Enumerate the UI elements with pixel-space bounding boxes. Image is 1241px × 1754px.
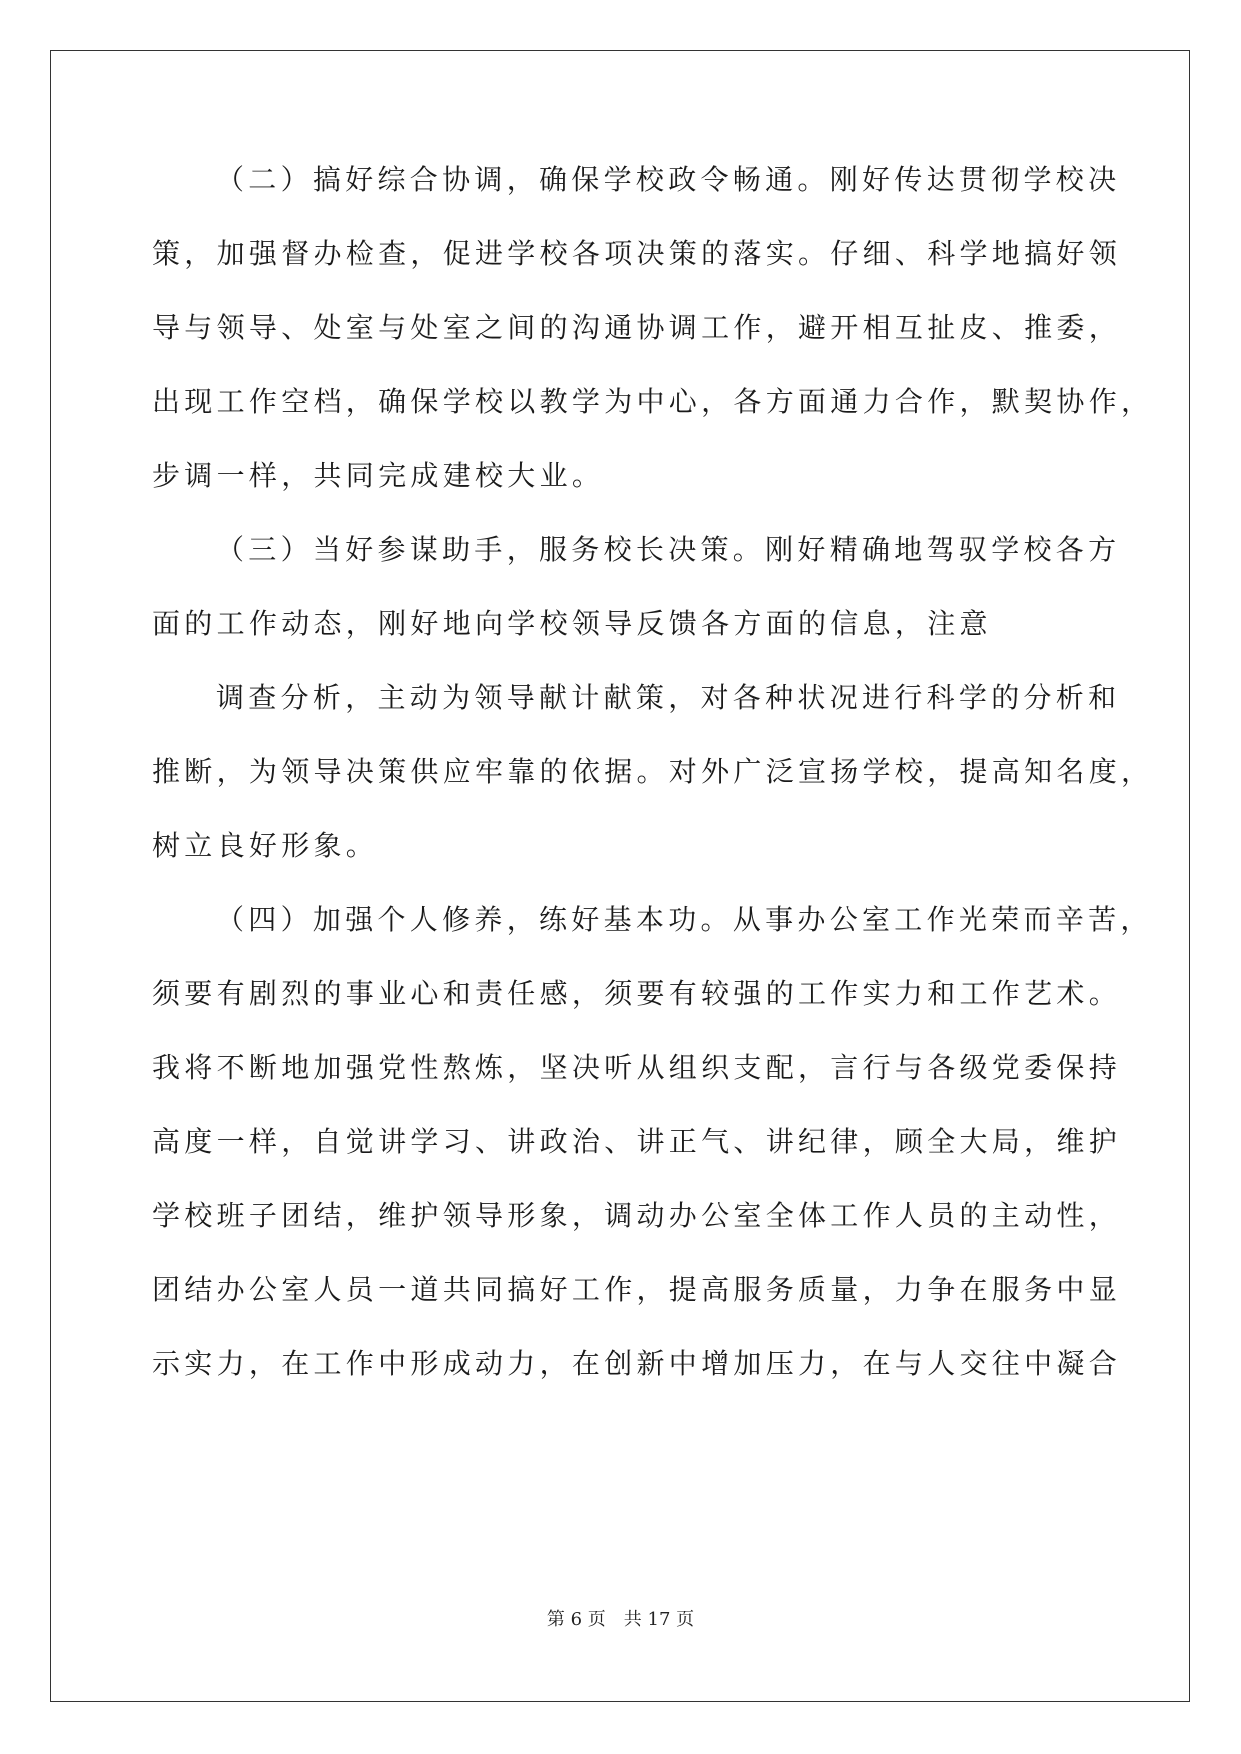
text-line: 学校班子团结，维护领导形象，调动办公室全体工作人员的主动性， — [152, 1199, 1122, 1232]
page-border — [50, 50, 1190, 1702]
page-number-footer: 第 6 页 共 17 页 — [546, 1609, 695, 1630]
text-line: 推断，为领导决策供应牢靠的依据。对外广泛宣扬学校，提高知名度， — [152, 755, 1154, 788]
text-line: 须要有剧烈的事业心和责任感，须要有较强的工作实力和工作艺术。 — [152, 977, 1122, 1010]
text-line: 高度一样，自觉讲学习、讲政治、讲正气、讲纪律，顾全大局，维护 — [152, 1125, 1122, 1158]
text-line: （四）加强个人修养，练好基本功。从事办公室工作光荣而辛苦， — [216, 903, 1153, 936]
text-line: 树立良好形象。 — [152, 829, 379, 862]
text-line: 团结办公室人员一道共同搞好工作，提高服务质量，力争在服务中显 — [152, 1273, 1122, 1306]
text-line: （二）搞好综合协调，确保学校政令畅通。刚好传达贯彻学校决 — [216, 163, 1121, 196]
text-line: 出现工作空档，确保学校以教学为中心，各方面通力合作，默契协作， — [152, 385, 1154, 418]
text-line: 面的工作动态，刚好地向学校领导反馈各方面的信息，注意 — [152, 607, 992, 640]
text-line: 策，加强督办检查，促进学校各项决策的落实。仔细、科学地搞好领 — [152, 237, 1122, 270]
text-line: 导与领导、处室与处室之间的沟通协调工作，避开相互扯皮、推委， — [152, 311, 1122, 344]
text-line: 步调一样，共同完成建校大业。 — [152, 459, 605, 492]
text-line: 示实力，在工作中形成动力，在创新中增加压力，在与人交往中凝合 — [152, 1347, 1122, 1380]
text-line: 调查分析，主动为领导献计献策，对各种状况进行科学的分析和 — [216, 681, 1121, 714]
text-line: （三）当好参谋助手，服务校长决策。刚好精确地驾驭学校各方 — [216, 533, 1121, 566]
text-line: 我将不断地加强党性熬炼，坚决听从组织支配，言行与各级党委保持 — [152, 1051, 1122, 1084]
